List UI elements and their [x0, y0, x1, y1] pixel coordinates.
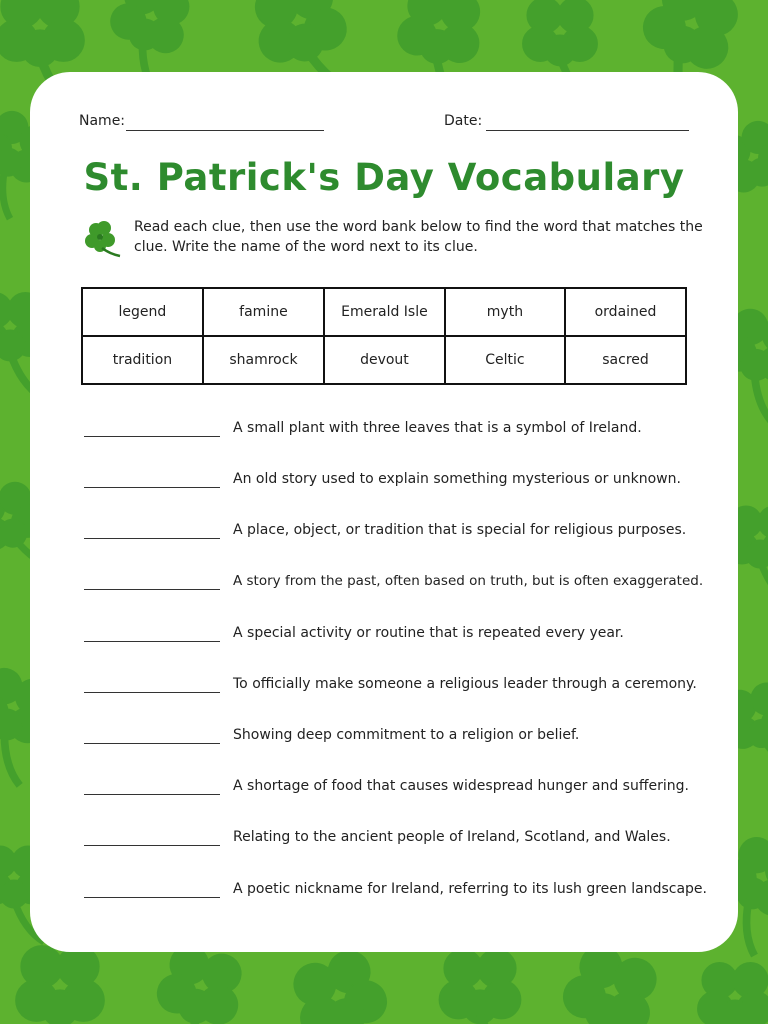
word-bank-cell: famine: [203, 288, 324, 336]
clue-text: A special activity or routine that is repeated every year.: [233, 625, 624, 641]
answer-line[interactable]: [84, 897, 220, 898]
clue-row: [84, 676, 744, 700]
word-bank-cell: Celtic: [445, 336, 565, 384]
clue-row: [84, 829, 744, 853]
answer-line[interactable]: [84, 487, 220, 488]
clue-row: [84, 881, 744, 905]
clover-icon: [82, 220, 124, 260]
word-bank-cell: tradition: [82, 336, 203, 384]
clue-text: A story from the past, often based on truth, but is often exaggerated.: [233, 573, 704, 589]
instructions-text: Read each clue, then use the word bank below to find the word that matches the clue. Write the name of the word next to its clue.: [134, 219, 703, 255]
clue-text: A small plant with three leaves that is a symbol of Ireland.: [233, 420, 642, 436]
clue-text: Showing deep commitment to a religion or belief.: [233, 727, 580, 743]
answer-line[interactable]: [84, 641, 220, 642]
word-bank-row: [82, 288, 686, 336]
clue-row: [84, 522, 744, 546]
clue-row: [84, 420, 744, 444]
date-field[interactable]: [486, 130, 689, 131]
word-bank-cell: devout: [324, 336, 445, 384]
word-bank-cell: legend: [82, 288, 203, 336]
word-bank-cell: Emerald Isle: [324, 288, 445, 336]
clue-row: [84, 625, 744, 649]
answer-line[interactable]: [84, 436, 220, 437]
answer-line[interactable]: [84, 692, 220, 693]
clue-text: A poetic nickname for Ireland, referring to its lush green landscape.: [233, 881, 707, 897]
answer-line[interactable]: [84, 794, 220, 795]
answer-line[interactable]: [84, 845, 220, 846]
word-bank-row: [82, 336, 686, 384]
clue-row: [84, 778, 744, 802]
word-bank-cell: shamrock: [203, 336, 324, 384]
word-bank-table: [81, 287, 687, 385]
name-field[interactable]: [126, 130, 324, 131]
clue-row: [84, 471, 744, 495]
answer-line[interactable]: [84, 589, 220, 590]
clue-row: [84, 573, 744, 597]
clue-text: To officially make someone a religious leader through a ceremony.: [233, 676, 697, 692]
name-label: Name:: [79, 113, 126, 129]
worksheet-card: [30, 72, 738, 952]
answer-line[interactable]: [84, 538, 220, 539]
clue-text: A place, object, or tradition that is special for religious purposes.: [233, 522, 687, 538]
clue-row: [84, 727, 744, 751]
page-title: St. Patrick's Day Vocabulary: [83, 156, 685, 199]
word-bank-cell: myth: [445, 288, 565, 336]
word-bank-cell: ordained: [565, 288, 686, 336]
date-label: Date:: [444, 113, 483, 129]
clue-text: A shortage of food that causes widespread hunger and suffering.: [233, 778, 689, 794]
word-bank-cell: sacred: [565, 336, 686, 384]
answer-line[interactable]: [84, 743, 220, 744]
clue-text: An old story used to explain something mysterious or unknown.: [233, 471, 681, 487]
clue-text: Relating to the ancient people of Ireland, Scotland, and Wales.: [233, 829, 671, 845]
